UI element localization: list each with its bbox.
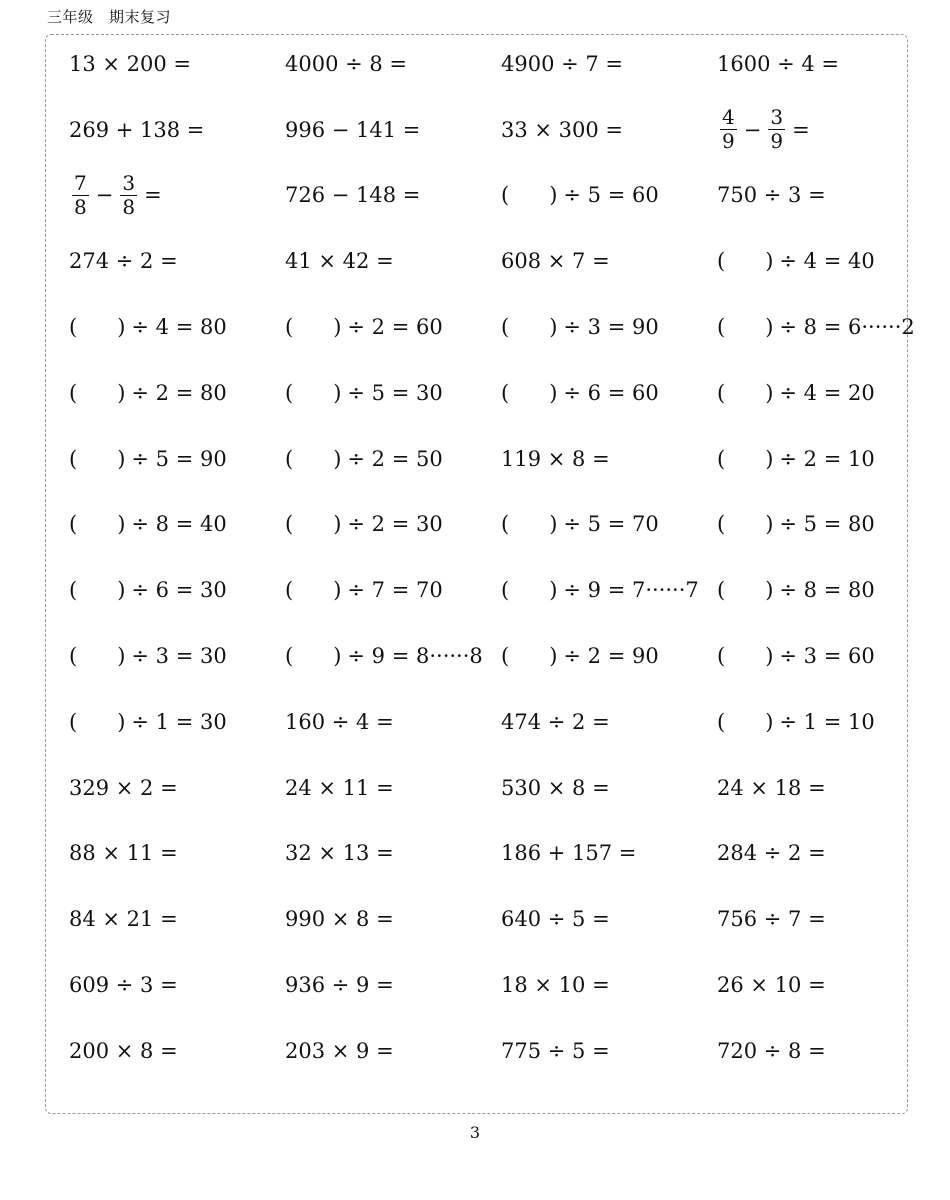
page-number: 3 <box>469 1123 481 1142</box>
exercise-item <box>69 492 227 558</box>
expression-text: ÷ 2 = 90 <box>563 644 659 669</box>
expression-text: ÷ 2 = 30 <box>347 512 443 537</box>
expression-text: 1600 ÷ 4 = <box>717 51 840 76</box>
exercise-item <box>501 97 623 163</box>
exercise-row <box>69 97 937 163</box>
blank-paren-open: ( <box>69 644 78 669</box>
exercise-item <box>285 821 394 887</box>
exercise-row <box>69 163 937 229</box>
blank-paren-close: ) <box>333 644 342 669</box>
expression-text: 33 × 300 = <box>501 117 624 142</box>
blank-paren-open: ( <box>69 512 78 537</box>
operator: − <box>95 183 114 208</box>
exercise-item <box>285 623 483 689</box>
exercise-row <box>69 1018 937 1084</box>
expression-text: ÷ 9 = 8······8 <box>347 644 483 669</box>
expression-text: 18 × 10 = <box>501 973 610 998</box>
exercise-item <box>285 97 420 163</box>
exercise-row <box>69 952 937 1018</box>
blank-paren-open: ( <box>285 446 294 471</box>
exercise-item <box>717 886 826 952</box>
exercise-item <box>69 689 227 755</box>
expression-text: 750 ÷ 3 = <box>717 183 826 208</box>
blank-paren-close: ) <box>765 249 774 274</box>
blank-paren-close: ) <box>765 380 774 405</box>
exercise-item <box>69 97 204 163</box>
blank-paren-close: ) <box>333 578 342 603</box>
blank-paren-open: ( <box>501 644 510 669</box>
operator: − <box>743 117 762 142</box>
expression-text: 119 × 8 = <box>501 446 610 471</box>
exercise-item <box>285 360 443 426</box>
expression-text: ÷ 4 = 20 <box>779 380 875 405</box>
expression-text: 160 ÷ 4 = <box>285 709 394 734</box>
blank-paren-close: ) <box>549 644 558 669</box>
exercise-item <box>69 294 227 360</box>
expression-text: 13 × 200 = <box>69 51 192 76</box>
blank-paren-open: ( <box>69 380 78 405</box>
blank-paren-close: ) <box>333 446 342 471</box>
blank-paren-close: ) <box>765 644 774 669</box>
expression-text: ÷ 2 = 50 <box>347 446 443 471</box>
blank-paren-close: ) <box>549 578 558 603</box>
exercise-item <box>717 689 875 755</box>
blank-paren-close: ) <box>765 446 774 471</box>
exercise-row <box>69 360 937 426</box>
worksheet-header: 三年级 期末复习 <box>47 8 172 26</box>
expression-text: 474 ÷ 2 = <box>501 709 610 734</box>
blank-paren-open: ( <box>717 380 726 405</box>
expression-text: 329 × 2 = <box>69 775 178 800</box>
expression-text: 640 ÷ 5 = <box>501 907 610 932</box>
expression-text: 720 ÷ 8 = <box>717 1038 826 1063</box>
expression-text: ÷ 3 = 30 <box>131 644 227 669</box>
exercise-item <box>717 31 839 97</box>
fraction <box>768 107 785 152</box>
blank-paren-open: ( <box>285 512 294 537</box>
exercise-row <box>69 492 937 558</box>
exercise-item <box>285 689 394 755</box>
blank-paren-close: ) <box>549 315 558 340</box>
expression-text: 88 × 11 = <box>69 841 178 866</box>
expression-text: ÷ 8 = 80 <box>779 578 875 603</box>
exercise-item <box>501 1018 610 1084</box>
fraction <box>720 107 737 152</box>
exercise-item <box>717 163 826 229</box>
expression-text: ÷ 1 = 10 <box>779 709 875 734</box>
expression-text: ÷ 2 = 80 <box>131 380 227 405</box>
expression-text: 936 ÷ 9 = <box>285 973 394 998</box>
blank-paren-open: ( <box>717 446 726 471</box>
exercise-row <box>69 821 937 887</box>
exercise-item <box>501 952 610 1018</box>
blank-paren-close: ) <box>333 315 342 340</box>
exercise-row <box>69 689 937 755</box>
exercise-item <box>69 623 227 689</box>
exercise-row <box>69 557 937 623</box>
expression-text: ÷ 7 = 70 <box>347 578 443 603</box>
exercise-row <box>69 294 937 360</box>
blank-paren-open: ( <box>285 380 294 405</box>
exercise-row <box>69 755 937 821</box>
blank-paren-open: ( <box>717 315 726 340</box>
exercise-row <box>69 228 937 294</box>
expression-text: ÷ 5 = 30 <box>347 380 443 405</box>
blank-paren-open: ( <box>69 315 78 340</box>
exercise-item <box>501 294 659 360</box>
exercise-item <box>285 294 443 360</box>
exercise-item <box>285 163 420 229</box>
blank-paren-open: ( <box>69 709 78 734</box>
fraction-numerator: 4 <box>722 105 735 130</box>
exercise-item <box>717 952 826 1018</box>
exercise-item <box>285 31 407 97</box>
expression-text: 32 × 13 = <box>285 841 394 866</box>
fraction-numerator: 7 <box>74 170 87 195</box>
blank-paren-open: ( <box>69 578 78 603</box>
expression-text: 4000 ÷ 8 = <box>285 51 408 76</box>
blank-paren-open: ( <box>717 709 726 734</box>
exercise-item <box>285 228 394 294</box>
exercise-item <box>69 755 178 821</box>
exercise-item <box>69 228 178 294</box>
fraction-denominator: 8 <box>74 194 87 219</box>
fraction-numerator: 3 <box>122 170 136 195</box>
blank-paren-close: ) <box>333 380 342 405</box>
expression-text: 274 ÷ 2 = <box>69 249 178 274</box>
exercise-item <box>69 360 227 426</box>
blank-paren-close: ) <box>549 183 558 208</box>
blank-paren-close: ) <box>117 446 126 471</box>
exercise-item <box>501 623 659 689</box>
expression-text: 775 ÷ 5 = <box>501 1038 610 1063</box>
exercise-item <box>69 163 166 229</box>
blank-paren-open: ( <box>285 315 294 340</box>
exercise-item <box>69 1018 178 1084</box>
exercise-item <box>717 360 875 426</box>
exercise-item <box>717 97 814 163</box>
expression-text: 990 × 8 = <box>285 907 394 932</box>
exercise-row <box>69 886 937 952</box>
fraction <box>120 170 137 219</box>
exercise-item <box>501 426 610 492</box>
blank-paren-open: ( <box>285 644 294 669</box>
expression-text: ÷ 1 = 30 <box>131 709 227 734</box>
expression-text: ÷ 2 = 60 <box>347 315 443 340</box>
fraction <box>72 170 89 219</box>
fraction-denominator: 9 <box>722 129 735 154</box>
exercise-item <box>717 1018 826 1084</box>
exercise-item <box>501 886 610 952</box>
exercise-item <box>501 228 610 294</box>
blank-paren-open: ( <box>501 380 510 405</box>
exercise-item <box>717 426 875 492</box>
expression-text: 24 × 11 = <box>285 775 394 800</box>
exercise-grid <box>69 31 937 1084</box>
exercise-item <box>285 886 394 952</box>
blank-paren-open: ( <box>717 249 726 274</box>
expression-text: 24 × 18 = <box>717 775 826 800</box>
blank-paren-open: ( <box>501 315 510 340</box>
exercise-item <box>501 31 623 97</box>
equals-sign: = <box>144 183 162 208</box>
exercise-item <box>501 360 659 426</box>
expression-text: 84 × 21 = <box>69 907 178 932</box>
fraction-denominator: 8 <box>122 194 136 219</box>
expression-text: ÷ 8 = 6······2 <box>779 315 915 340</box>
exercise-item <box>285 492 443 558</box>
expression-text: 186 + 157 = <box>501 841 637 866</box>
blank-paren-close: ) <box>117 578 126 603</box>
expression-text: ÷ 6 = 60 <box>563 380 659 405</box>
expression-text: ÷ 4 = 80 <box>131 315 227 340</box>
blank-paren-open: ( <box>717 644 726 669</box>
expression-text: 726 − 148 = <box>285 183 421 208</box>
exercise-item <box>717 492 875 558</box>
exercise-item <box>501 755 610 821</box>
exercise-item <box>717 557 875 623</box>
blank-paren-open: ( <box>717 578 726 603</box>
blank-paren-close: ) <box>117 512 126 537</box>
exercise-item <box>285 1018 394 1084</box>
exercise-item <box>501 689 610 755</box>
expression-text: ÷ 5 = 90 <box>131 446 227 471</box>
exercise-item <box>69 821 178 887</box>
expression-text: 41 × 42 = <box>285 249 394 274</box>
exercise-item <box>501 492 659 558</box>
fraction-denominator: 9 <box>770 129 784 154</box>
blank-paren-close: ) <box>765 709 774 734</box>
exercise-item <box>69 557 227 623</box>
expression-text: 530 × 8 = <box>501 775 610 800</box>
blank-paren-close: ) <box>117 709 126 734</box>
expression-text: 26 × 10 = <box>717 973 826 998</box>
blank-paren-close: ) <box>765 512 774 537</box>
blank-paren-close: ) <box>117 644 126 669</box>
exercise-item <box>69 31 191 97</box>
expression-text: ÷ 5 = 60 <box>563 183 659 208</box>
exercise-item <box>69 886 178 952</box>
expression-text: ÷ 3 = 60 <box>779 644 875 669</box>
exercise-item <box>717 821 826 887</box>
exercise-item <box>69 426 227 492</box>
exercise-row <box>69 623 937 689</box>
blank-paren-close: ) <box>765 315 774 340</box>
blank-paren-close: ) <box>549 512 558 537</box>
blank-paren-close: ) <box>765 578 774 603</box>
expression-text: ÷ 5 = 80 <box>779 512 875 537</box>
expression-text: 269 + 138 = <box>69 117 205 142</box>
blank-paren-open: ( <box>69 446 78 471</box>
expression-text: 996 − 141 = <box>285 117 421 142</box>
exercise-row <box>69 426 937 492</box>
exercise-row <box>69 31 937 97</box>
exercise-item <box>501 557 699 623</box>
expression-text: 608 × 7 = <box>501 249 610 274</box>
exercise-item <box>501 821 636 887</box>
exercise-item <box>285 952 394 1018</box>
expression-text: ÷ 4 = 40 <box>779 249 875 274</box>
expression-text: 284 ÷ 2 = <box>717 841 826 866</box>
blank-paren-open: ( <box>501 183 510 208</box>
exercise-item <box>285 426 443 492</box>
equals-sign: = <box>792 117 810 142</box>
expression-text: ÷ 3 = 90 <box>563 315 659 340</box>
exercise-item <box>717 228 875 294</box>
blank-paren-close: ) <box>333 512 342 537</box>
blank-paren-close: ) <box>117 315 126 340</box>
expression-text: 203 × 9 = <box>285 1038 394 1063</box>
blank-paren-open: ( <box>501 578 510 603</box>
expression-text: ÷ 5 = 70 <box>563 512 659 537</box>
exercise-item <box>69 952 178 1018</box>
expression-text: ÷ 9 = 7······7 <box>563 578 699 603</box>
expression-text: 4900 ÷ 7 = <box>501 51 624 76</box>
fraction-numerator: 3 <box>770 105 784 130</box>
blank-paren-close: ) <box>549 380 558 405</box>
blank-paren-open: ( <box>285 578 294 603</box>
exercise-item <box>285 557 443 623</box>
expression-text: ÷ 8 = 40 <box>131 512 227 537</box>
exercise-item <box>501 163 659 229</box>
exercise-item <box>717 623 875 689</box>
expression-text: ÷ 6 = 30 <box>131 578 227 603</box>
exercise-item <box>285 755 394 821</box>
expression-text: 200 × 8 = <box>69 1038 178 1063</box>
blank-paren-open: ( <box>501 512 510 537</box>
exercise-item <box>717 755 826 821</box>
blank-paren-open: ( <box>717 512 726 537</box>
expression-text: ÷ 2 = 10 <box>779 446 875 471</box>
exercise-item <box>717 294 915 360</box>
expression-text: 609 ÷ 3 = <box>69 973 178 998</box>
blank-paren-close: ) <box>117 380 126 405</box>
expression-text: 756 ÷ 7 = <box>717 907 826 932</box>
